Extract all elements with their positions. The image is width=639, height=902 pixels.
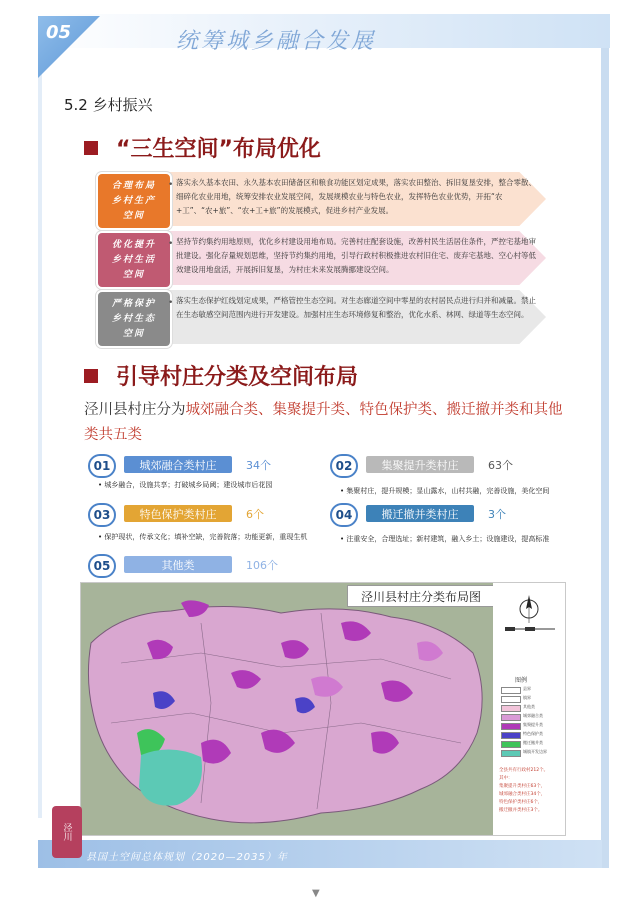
category-count: 34个 <box>246 459 271 472</box>
legend-swatch <box>501 705 521 712</box>
category-count: 6个 <box>246 508 264 521</box>
category-item <box>330 503 530 525</box>
category-number: 03 <box>88 503 116 527</box>
bullet-icon: • <box>168 298 174 308</box>
map-area <box>81 583 493 835</box>
map-title: 泾川县村庄分类布局图 <box>347 585 495 607</box>
map-note-line: 搬迁撤并类村庄3个。 <box>499 808 543 813</box>
section2-title: 引导村庄分类及空间布局 <box>116 365 359 390</box>
space-badge-label: 优化提升乡村生活空间 <box>111 239 156 280</box>
category-item <box>88 503 288 525</box>
legend-swatch <box>501 696 521 703</box>
legend-label: 县界 <box>523 686 531 691</box>
section1-heading <box>84 132 321 163</box>
map-note-line: 城郊融合类村庄34个， <box>499 792 546 797</box>
category-item <box>88 454 288 476</box>
bullet-icon: • <box>168 239 174 249</box>
seal-text: 泾川 <box>61 823 72 841</box>
chapter-number: 05 <box>46 22 72 43</box>
left-frame-bar <box>38 48 42 818</box>
category-name: 特色保护类村庄 <box>124 505 232 522</box>
intro-prefix: 泾川县村庄分为 <box>84 402 186 418</box>
village-classification-map <box>80 582 566 836</box>
space-description: 落实永久基本农田、永久基本农田储备区和粮食功能区划定成果，落实农田整治、拆旧复垦安排，整合零散、细碎化农业用地，统筹安排农业发展空间，发展规模农业与特色农业，发挥特色农业优势，开拓“农+工”、“农+旅”、“农+工+旅”的发展模式，促进乡村产业发展。 <box>176 178 536 215</box>
page-down-arrow-icon[interactable]: ▼ <box>312 888 320 899</box>
category-count: 3个 <box>488 508 506 521</box>
category-description: • 集聚村庄，提升规模；显山露水，山村共融，完善设施，美化空间 <box>340 487 550 495</box>
category-description: • 保护现状，传承文化；填补空缺，完善院落；功能更新，重现生机 <box>98 533 308 541</box>
legend-label: 城镇开发边界 <box>523 749 547 754</box>
space-layout-item <box>96 172 546 226</box>
legend-swatch <box>501 732 521 739</box>
section2-heading <box>84 360 358 391</box>
map-note-line: 集聚提升类村庄63个， <box>499 784 546 789</box>
category-count: 63个 <box>488 459 513 472</box>
legend-label: 城郊融合类 <box>523 713 543 718</box>
legend-swatch <box>501 714 521 721</box>
map-note-line: 特色保护类村庄6个， <box>499 800 543 805</box>
intro-highlight: 城郊融合类、集聚提升类、特色保护类、搬迁撤并类和其他类共五类 <box>84 402 563 443</box>
space-badge <box>96 231 172 289</box>
category-number: 04 <box>330 503 358 527</box>
space-layout-item <box>96 231 546 285</box>
category-name: 集聚提升类村庄 <box>366 456 474 473</box>
county-map-svg <box>81 583 493 835</box>
legend-label: 其他类 <box>523 704 535 709</box>
legend-title: 图例 <box>515 677 528 684</box>
category-description-text: 城乡融合，设施共享；打破城乡局阈；建设城市后花园 <box>104 481 273 489</box>
space-badge-label: 合理布局乡村生产空间 <box>111 180 156 221</box>
space-badge-label: 严格保护乡村生态空间 <box>111 298 156 339</box>
category-number: 05 <box>88 554 116 578</box>
category-count: 106个 <box>246 559 278 572</box>
legend-label: 集聚提升类 <box>523 722 543 727</box>
legend-swatch <box>501 723 521 730</box>
space-description: 坚持节约集约用地原则，优化乡村建设用地布局。完善村庄配套设施，改善村民生活居住条件，严控宅基地审批建设。强化存量规划思维，坚持节约集约用地，引导行政村积极推进农村旧住宅、废弃宅基地、空心村等低效建设用地盘活，开展拆旧复垦，为村庄未来发展腾挪建设空间。 <box>176 237 536 274</box>
space-description: 落实生态保护红线划定成果，严格管控生态空间。对生态廊道空间中零星的农村居民点进行归并和减量。禁止在生态敏感空间范围内进行开发建设。加强村庄生态环境修复和整治，优化水系、林网、绿道等生态空间。 <box>176 296 536 319</box>
category-description-text: 注重安全，合理选址；新村建筑，融入乡土；设施建设，提高标准 <box>346 535 550 543</box>
map-note-line: 其中： <box>499 776 513 781</box>
category-item <box>330 454 530 476</box>
category-name: 城郊融合类村庄 <box>124 456 232 473</box>
space-badge <box>96 290 172 348</box>
category-description-text: 保护现状，传承文化；填补空缺，完善院落；功能更新，重现生机 <box>104 533 308 541</box>
county-seal-logo <box>52 806 82 858</box>
chapter-title: 统筹城乡融合发展 <box>176 29 377 54</box>
space-badge <box>96 172 172 230</box>
heading-square-icon <box>84 369 98 383</box>
category-description: • 注重安全，合理选址；新村建筑，融入乡土；设施建设，提高标准 <box>340 535 550 543</box>
category-number: 02 <box>330 454 358 478</box>
map-note-line: 全县共有行政村212个。 <box>499 768 549 773</box>
legend-swatch <box>501 741 521 748</box>
heading-square-icon <box>84 141 98 155</box>
legend-label: 镇界 <box>523 695 531 700</box>
right-frame-bar <box>601 48 609 868</box>
bullet-icon: • <box>168 180 174 190</box>
legend-swatch <box>501 687 521 694</box>
category-number: 01 <box>88 454 116 478</box>
footer-text: 县国土空间总体规划（2020—2035）年 <box>86 852 288 863</box>
category-description-text: 集聚村庄，提升规模；显山露水，山村共融，完善设施，美化空间 <box>346 487 550 495</box>
category-item <box>88 554 288 576</box>
legend-label: 搬迁撤并类 <box>523 740 543 745</box>
north-arrow-icon <box>493 583 565 663</box>
section-subtitle: 5.2 乡村振兴 <box>64 96 153 114</box>
category-description: • 城乡融合，设施共享；打破城乡局阈；建设城市后花园 <box>98 481 273 489</box>
category-name: 搬迁撤并类村庄 <box>366 505 474 522</box>
space-layout-item <box>96 290 546 344</box>
category-name: 其他类 <box>124 556 232 573</box>
legend-swatch <box>501 750 521 757</box>
classification-intro <box>84 398 564 448</box>
map-legend-panel <box>493 583 565 835</box>
section1-title: “三生空间”布局优化 <box>116 137 321 162</box>
legend-label: 特色保护类 <box>523 731 543 736</box>
